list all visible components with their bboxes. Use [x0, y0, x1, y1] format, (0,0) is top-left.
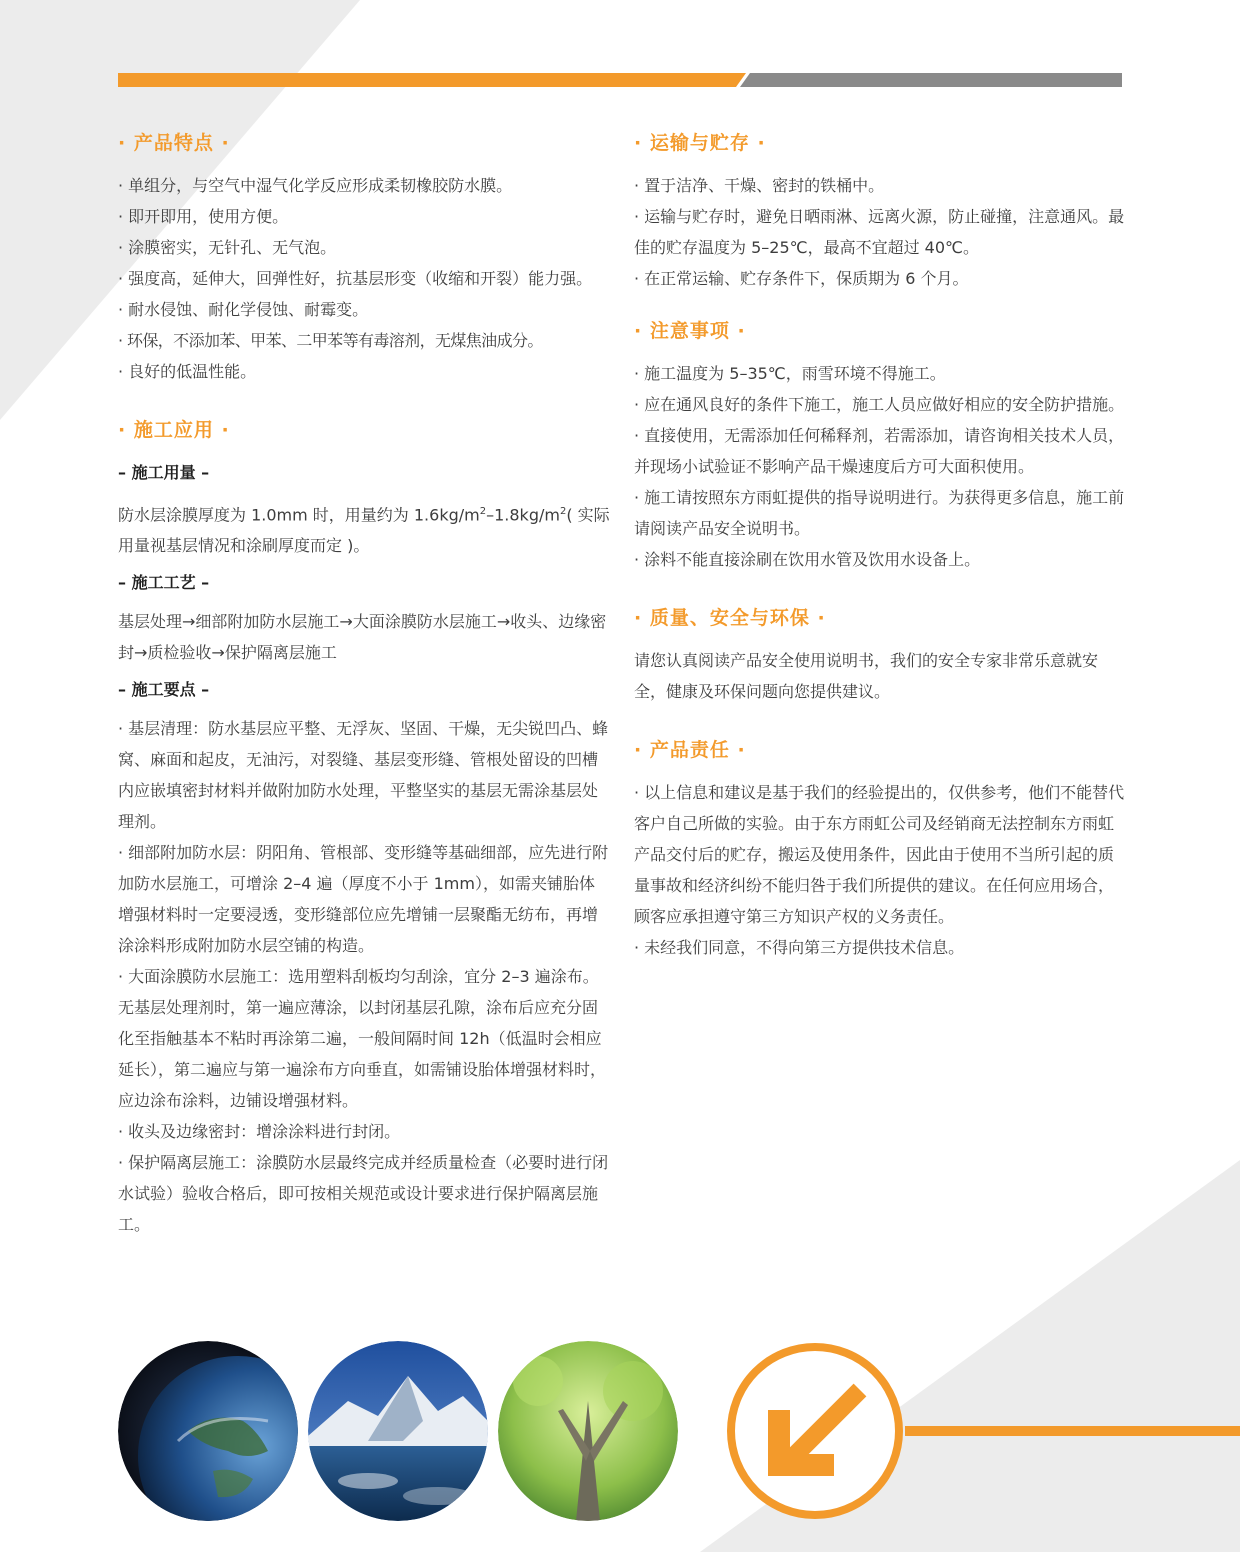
list-item: · 强度高，延伸大，回弹性好，抗基层形变（收缩和开裂）能力强。 [118, 269, 593, 288]
left-column [118, 128, 610, 1240]
features-title: · 产品特点 · [118, 132, 230, 154]
list-item: · 细部附加防水层：阴阳角、管根部、变形缝等基础细部，应先进行附加防水层施工，可增涂 2–4 遍（厚度不小于 1mm），如需夹铺胎体增强材料时一定要浸透，变形缝部位应先增铺一层聚酯无纺布，再增涂涂料形成附加防水层空铺的构造。 [118, 843, 609, 956]
application-title: · 施工应用 · [118, 419, 230, 441]
list-item: · 涂膜密实，无针孔、无气泡。 [118, 238, 337, 257]
list-item: · 置于洁净、干燥、密封的铁桶中。 [634, 176, 885, 195]
points-list [118, 713, 610, 1240]
list-item: · 即开即用，使用方便。 [118, 207, 289, 226]
bottom-image-strip [0, 1330, 1240, 1552]
dosage-text: 防水层涂膜厚度为 1.0mm 时，用量约为 $1.6kg/m^2-1.8kg/m^2$( 实际用量视基层情况和涂刷厚度而定 )。 [118, 505, 610, 556]
list-item: · 直接使用，无需添加任何稀释剂，若需添加，请咨询相关技术人员，并现场小试验证不影响产品干燥速度后方可大面积使用。 [634, 426, 1125, 476]
features-list [118, 170, 610, 387]
liability-title: · 产品责任 · [634, 739, 746, 761]
list-item: · 环保，不添加苯、甲苯、二甲苯等有毒溶剂，无煤焦油成分。 [118, 331, 543, 350]
list-item: · 良好的低温性能。 [118, 362, 257, 381]
notes-title: · 注意事项 · [634, 320, 746, 342]
list-item: · 涂料不能直接涂刷在饮用水管及饮用水设备上。 [634, 550, 981, 569]
quality-text: 请您认真阅读产品安全使用说明书，我们的安全专家非常乐意就安全，健康及环保问题向您提供建议。 [634, 651, 1099, 701]
list-item: · 施工温度为 5–35℃，雨雪环境不得施工。 [634, 364, 946, 383]
list-item: · 大面涂膜防水层施工：选用塑料刮板均匀刮涂，宜分 2–3 遍涂布。无基层处理剂时，第一遍应薄涂，以封闭基层孔隙，涂布后应充分固化至指触基本不粘时再涂第二遍，一般间隔时间 12h（低温时会相应延长），第二遍应与第一遍涂布方向垂直，如需铺设胎体增强材料时，应边涂布涂料，边铺设增强材料。 [118, 967, 607, 1111]
arrow-badge [0, 1330, 1240, 1552]
list-item: · 收头及边缘密封：增涂涂料进行封闭。 [118, 1122, 401, 1142]
quality-title: · 质量、安全与环保 · [634, 607, 826, 629]
list-item: · 单组分，与空气中湿气化学反应形成柔韧橡胶防水膜。 [118, 176, 513, 195]
dosage-heading: – 施工用量 – [118, 463, 210, 482]
top-accent-bar [118, 73, 1122, 87]
points-heading: – 施工要点 – [118, 680, 210, 700]
list-item: · 以上信息和建议是基于我们的经验提出的，仅供参考，他们不能替代客户自己所做的实验。由于东方雨虹公司及经销商无法控制东方雨虹产品交付后的贮存，搬运及使用条件，因此由于使用不当所引起的质量事故和经济纠纷不能归咎于我们所提供的建议。在任何应用场合，顾客应承担遵守第三方知识产权的义务责任。 [634, 783, 1125, 926]
list-item: · 运输与贮存时，避免日晒雨淋、远离火源，防止碰撞，注意通风。最佳的贮存温度为 5–25℃，最高不宜超过 40℃。 [634, 207, 1125, 257]
list-item: · 在正常运输、贮存条件下，保质期为 6 个月。 [634, 269, 969, 288]
list-item: · 保护隔离层施工：涂膜防水层最终完成并经质量检查（必要时进行闭水试验）验收合格后，即可按相关规范或设计要求进行保护隔离层施工。 [118, 1153, 609, 1235]
list-item: · 基层清理：防水基层应平整、无浮灰、坚固、干燥，无尖锐凹凸、蜂窝、麻面和起皮，无油污，对裂缝、基层变形缝、管根处留设的凹槽内应嵌填密封材料并做附加防水处理，平整坚实的基层无需涂基层处理剂。 [118, 719, 609, 832]
process-text: 基层处理→细部附加防水层施工→大面涂膜防水层施工→收头、边缘密封→质检验收→保护隔离层施工 [118, 612, 607, 663]
list-item: · 施工请按照东方雨虹提供的指导说明进行。为获得更多信息，施工前请阅读产品安全说明书。 [634, 488, 1125, 538]
transport-title: · 运输与贮存 · [634, 132, 766, 154]
list-item: · 耐水侵蚀、耐化学侵蚀、耐霉变。 [118, 300, 369, 319]
right-column [634, 128, 1126, 963]
list-item: · 应在通风良好的条件下施工，施工人员应做好相应的安全防护措施。 [634, 395, 1125, 414]
process-heading: – 施工工艺 – [118, 573, 210, 593]
list-item: · 未经我们同意，不得向第三方提供技术信息。 [634, 938, 965, 957]
